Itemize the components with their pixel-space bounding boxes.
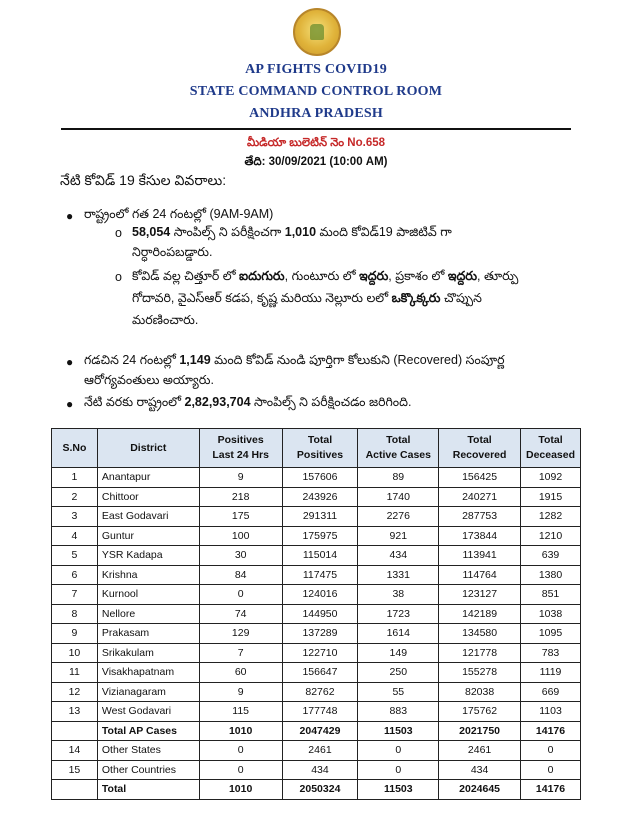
table-cell: 142189 — [439, 604, 521, 624]
bullet-2-line2: ఆరోగ్యవంతులు అయ్యారు. — [84, 373, 214, 387]
table-cell: 38 — [358, 585, 439, 605]
table-cell: 7 — [199, 643, 282, 663]
table-cell: 0 — [358, 760, 439, 780]
table-cell: 1119 — [521, 663, 581, 683]
table-cell: 0 — [199, 760, 282, 780]
table-cell: 30 — [199, 546, 282, 566]
table-cell: 1614 — [358, 624, 439, 644]
table-cell: 9 — [199, 468, 282, 488]
table-cell: 175762 — [439, 702, 521, 722]
district-name-cell: YSR Kadapa — [97, 546, 199, 566]
table-cell: 82762 — [282, 682, 358, 702]
table-cell: 55 — [358, 682, 439, 702]
table-cell: 0 — [199, 585, 282, 605]
table-cell: 137289 — [282, 624, 358, 644]
table-cell: 434 — [282, 760, 358, 780]
table-cell: 0 — [521, 741, 581, 761]
table-cell — [52, 721, 98, 741]
table-row — [52, 624, 581, 644]
table-cell: 144950 — [282, 604, 358, 624]
table-cell: 173844 — [439, 526, 521, 546]
table-cell: 121778 — [439, 643, 521, 663]
district-name-cell: Guntur — [97, 526, 199, 546]
district-name-cell: Vizianagaram — [97, 682, 199, 702]
district-name-cell: Chittoor — [97, 487, 199, 507]
bullet-dot-icon: ● — [66, 209, 74, 223]
table-cell: 250 — [358, 663, 439, 683]
table-cell — [52, 780, 98, 800]
table-cell: 11503 — [358, 721, 439, 741]
bullet-dot-icon: ● — [66, 355, 74, 369]
table-cell: 114764 — [439, 565, 521, 585]
table-cell: 851 — [521, 585, 581, 605]
table-cell: 1915 — [521, 487, 581, 507]
bullet-1-sub-2: కోవిడ్ వల్ల చిత్తూర్ లో ఐదుగురు, గుంటూరు లో ఇద్దరు, ప్రకాశం లో ఇద్దరు, తూర్పు — [132, 269, 519, 283]
table-cell: 84 — [199, 565, 282, 585]
table-cell: 113941 — [439, 546, 521, 566]
table-cell: 1095 — [521, 624, 581, 644]
header-subtitle: STATE COMMAND CONTROL ROOM — [189, 84, 443, 99]
table-body — [52, 468, 581, 800]
table-cell: 2021750 — [439, 721, 521, 741]
table-cell: 60 — [199, 663, 282, 683]
bulletin-date: తేది: 30/09/2021 (10:00 AM) — [244, 156, 388, 168]
table-header-cell: Total Deceased — [521, 429, 581, 468]
table-row — [52, 468, 581, 488]
table-cell: 9 — [199, 682, 282, 702]
table-header-cell: Total Positives — [282, 429, 358, 468]
bullet-1-sub-1: 58,054 సాంపిల్స్ ని పరీక్షించగా 1,010 మంది కోవిడ్19 పాజిటివ్ గా — [132, 225, 452, 239]
table-cell: 115 — [199, 702, 282, 722]
district-name-cell: Prakasam — [97, 624, 199, 644]
table-cell: 5 — [52, 546, 98, 566]
district-name-cell: Total — [97, 780, 199, 800]
table-cell: 122710 — [282, 643, 358, 663]
header-divider — [61, 128, 571, 130]
grand-total-row — [52, 780, 581, 800]
district-name-cell: Kurnool — [97, 585, 199, 605]
table-cell: 11 — [52, 663, 98, 683]
table-row — [52, 741, 581, 761]
table-cell: 117475 — [282, 565, 358, 585]
table-cell: 157606 — [282, 468, 358, 488]
table-header-row — [52, 429, 581, 468]
table-cell: 100 — [199, 526, 282, 546]
table-header-cell: Total Active Cases — [358, 429, 439, 468]
table-row — [52, 760, 581, 780]
table-cell: 434 — [439, 760, 521, 780]
table-cell: 243926 — [282, 487, 358, 507]
table-cell: 2276 — [358, 507, 439, 527]
table-cell: 8 — [52, 604, 98, 624]
table-cell: 1 — [52, 468, 98, 488]
table-cell: 2024645 — [439, 780, 521, 800]
table-cell: 15 — [52, 760, 98, 780]
table-cell: 240271 — [439, 487, 521, 507]
table-cell: 175 — [199, 507, 282, 527]
table-row — [52, 682, 581, 702]
table-cell: 4 — [52, 526, 98, 546]
district-name-cell: Krishna — [97, 565, 199, 585]
table-cell: 149 — [358, 643, 439, 663]
table-header-cell: S.No — [52, 429, 98, 468]
district-name-cell: East Godavari — [97, 507, 199, 527]
district-name-cell: Other Countries — [97, 760, 199, 780]
table-cell: 12 — [52, 682, 98, 702]
district-name-cell: West Godavari — [97, 702, 199, 722]
table-row — [52, 604, 581, 624]
table-cell: 1380 — [521, 565, 581, 585]
table-cell: 14176 — [521, 780, 581, 800]
bullet-dot-icon: ● — [66, 397, 74, 411]
table-cell: 434 — [358, 546, 439, 566]
bullet-3-text: నేటి వరకు రాష్ట్రంలో 2,82,93,704 సాంపిల్స్ ని పరీక్షించడం జరిగింది. — [84, 395, 412, 409]
table-cell: 175975 — [282, 526, 358, 546]
table-cell: 89 — [358, 468, 439, 488]
table-cell: 669 — [521, 682, 581, 702]
district-name-cell: Total AP Cases — [97, 721, 199, 741]
bullet-1-sub-1-line2: నిర్ధారింపబడ్డారు. — [132, 245, 213, 259]
table-cell: 7 — [52, 585, 98, 605]
table-cell: 1092 — [521, 468, 581, 488]
table-cell: 177748 — [282, 702, 358, 722]
table-header-cell: Positives Last 24 Hrs — [199, 429, 282, 468]
table-cell: 2461 — [439, 741, 521, 761]
table-cell: 74 — [199, 604, 282, 624]
table-row — [52, 702, 581, 722]
table-cell: 14 — [52, 741, 98, 761]
ap-state-emblem-icon — [293, 8, 341, 56]
district-name-cell: Srikakulam — [97, 643, 199, 663]
table-cell: 218 — [199, 487, 282, 507]
table-row — [52, 585, 581, 605]
total-ap-cases-row — [52, 721, 581, 741]
bullet-1-text: రాష్ట్రంలో గత 24 గంటల్లో (9AM-9AM) — [84, 207, 274, 221]
bullet-2-text: గడచిన 24 గంటల్లో 1,149 మంది కోవిడ్ నుండి పూర్తిగా కోలుకుని (Recovered) సంపూర్ణ — [84, 353, 505, 367]
section-title: నేటి కోవిడ్ 19 కేసుల వివరాలు: — [60, 172, 227, 188]
table-row — [52, 643, 581, 663]
table-cell: 115014 — [282, 546, 358, 566]
table-cell: 129 — [199, 624, 282, 644]
table-cell: 1740 — [358, 487, 439, 507]
table-cell: 155278 — [439, 663, 521, 683]
table-row — [52, 663, 581, 683]
district-name-cell: Anantapur — [97, 468, 199, 488]
table-cell: 13 — [52, 702, 98, 722]
table-cell: 2050324 — [282, 780, 358, 800]
table-cell: 1038 — [521, 604, 581, 624]
table-cell: 9 — [52, 624, 98, 644]
table-row — [52, 526, 581, 546]
table-cell: 10 — [52, 643, 98, 663]
table-cell: 6 — [52, 565, 98, 585]
table-cell: 287753 — [439, 507, 521, 527]
district-name-cell: Other States — [97, 741, 199, 761]
table-cell: 783 — [521, 643, 581, 663]
table-cell: 291311 — [282, 507, 358, 527]
table-cell: 11503 — [358, 780, 439, 800]
header-state: ANDHRA PRADESH — [249, 106, 383, 121]
table-header-cell: District — [97, 429, 199, 468]
table-cell: 124016 — [282, 585, 358, 605]
bullet-1-sub-2-line2: గోదావరి, వైఎస్ఆర్ కడప, కృష్ణ మరియు నెల్లూరు లలో ఒక్కొక్కరు చొప్పున — [132, 291, 482, 305]
table-cell: 639 — [521, 546, 581, 566]
table-cell: 2 — [52, 487, 98, 507]
table-cell: 156647 — [282, 663, 358, 683]
table-cell: 1103 — [521, 702, 581, 722]
bullet-1-sub-2-line3: మరణించారు. — [132, 313, 199, 327]
table-cell: 14176 — [521, 721, 581, 741]
table-row — [52, 507, 581, 527]
table-cell: 0 — [358, 741, 439, 761]
district-covid-table — [51, 428, 581, 800]
header-title: AP FIGHTS COVID19 — [245, 62, 387, 77]
table-cell: 2047429 — [282, 721, 358, 741]
table-cell: 1010 — [199, 780, 282, 800]
table-row — [52, 565, 581, 585]
table-cell: 921 — [358, 526, 439, 546]
table-cell: 0 — [199, 741, 282, 761]
table-cell: 883 — [358, 702, 439, 722]
table-cell: 0 — [521, 760, 581, 780]
table-cell: 134580 — [439, 624, 521, 644]
table-header-cell: Total Recovered — [439, 429, 521, 468]
table-cell: 1331 — [358, 565, 439, 585]
table-cell: 1723 — [358, 604, 439, 624]
table-cell: 1282 — [521, 507, 581, 527]
sub-bullet-circle-icon: o — [115, 270, 122, 284]
table-row — [52, 546, 581, 566]
table-cell: 156425 — [439, 468, 521, 488]
table-cell: 82038 — [439, 682, 521, 702]
table-cell: 3 — [52, 507, 98, 527]
bulletin-number: మీడియా బులెటిన్ నెం No.658 — [246, 137, 386, 149]
sub-bullet-circle-icon: o — [115, 226, 122, 240]
table-cell: 2461 — [282, 741, 358, 761]
table-cell: 1010 — [199, 721, 282, 741]
table-row — [52, 487, 581, 507]
district-name-cell: Visakhapatnam — [97, 663, 199, 683]
district-name-cell: Nellore — [97, 604, 199, 624]
table-cell: 1210 — [521, 526, 581, 546]
table-cell: 123127 — [439, 585, 521, 605]
